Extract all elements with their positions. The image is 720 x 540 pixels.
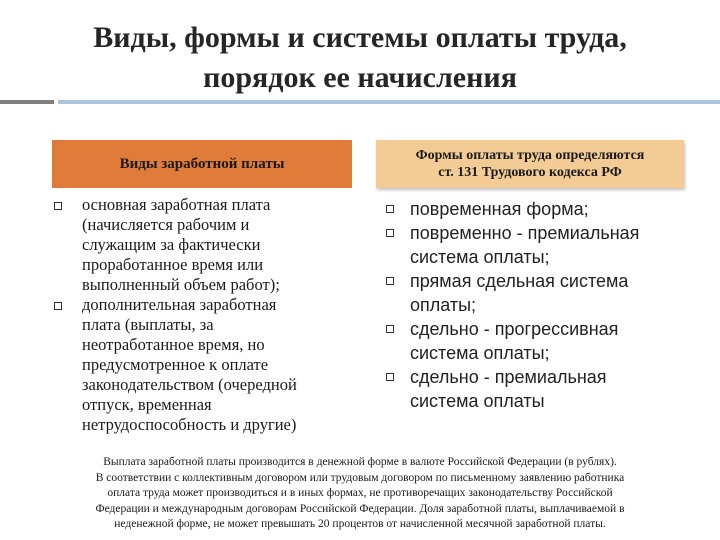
list-item-line: оплаты; [410, 295, 477, 315]
square-bullet-icon [386, 205, 394, 213]
list-item [54, 295, 354, 435]
list-item-line: проработанное время или [82, 255, 264, 274]
wage-types-header-text: Виды заработной платы [119, 155, 285, 172]
footer-line: Федерации и международным договорам Российской Федерации. Доля заработной платы, выплачиваемой в [95, 502, 625, 515]
list-item-line: неотработанное время, но [82, 335, 265, 354]
list-item [386, 365, 686, 413]
footer-line: оплата труда может производиться и в иных формах, не противоречащих законодательству Российской [107, 487, 613, 499]
list-item-line: повременно - премиальная [410, 223, 640, 243]
list-item-line: повременная форма; [410, 199, 589, 219]
list-item-line: плата (выплаты, за [82, 315, 214, 334]
list-item-line: выполненный объем работ); [82, 275, 280, 294]
slide-title [40, 18, 680, 98]
list-item-line: законодательством (очередной [82, 375, 297, 394]
payment-forms-header-line-1: Формы оплаты труда определяются [415, 148, 645, 163]
list-item-line: отпуск, временная [82, 395, 212, 414]
footer-line: Выплата заработной платы производится в денежной форме в валюте Российской Федерации (в рублях). [103, 456, 617, 468]
list-item-line: система оплаты; [410, 247, 550, 267]
list-item [386, 269, 686, 317]
footer-note [20, 455, 700, 533]
payment-forms-header [376, 140, 684, 188]
list-item-line: служащим за фактически [82, 235, 261, 254]
square-bullet-icon [386, 325, 394, 333]
list-item-line: дополнительная заработная [82, 295, 277, 314]
square-bullet-icon [386, 277, 394, 285]
list-item-line: предусмотренное к оплате [82, 355, 269, 374]
title-line-2: порядок ее начисления [203, 61, 517, 94]
payment-forms-list [386, 197, 686, 413]
list-item [386, 221, 686, 269]
footer-line: В соответствии с коллективным договором или трудовым договором по письменному заявлению работника [95, 471, 625, 484]
square-bullet-icon [54, 202, 62, 210]
list-item-line: основная заработная плата [82, 195, 271, 214]
list-item-line: сдельно - прогрессивная [410, 319, 619, 339]
list-item-line: система оплаты [410, 391, 545, 411]
list-item-line: (начисляется рабочим и [82, 215, 250, 234]
list-item-line: сдельно - премиальная [410, 367, 607, 387]
list-item-line: прямая сдельная система [410, 271, 629, 291]
wage-types-header [52, 140, 352, 188]
title-divider-gray [0, 100, 54, 104]
title-line-1: Виды, формы и системы оплаты труда, [93, 21, 627, 54]
square-bullet-icon [386, 229, 394, 237]
list-item-line: нетрудоспособность и другие) [82, 415, 297, 434]
payment-forms-header-line-2: ст. 131 Трудового кодекса РФ [438, 165, 622, 180]
title-divider-blue [58, 100, 720, 104]
list-item-line: система оплаты; [410, 343, 550, 363]
footer-line: неденежной форме, не может превышать 20 процентов от начисленной месячной заработной платы. [114, 518, 606, 530]
list-item [54, 195, 354, 295]
list-item [386, 317, 686, 365]
list-item [386, 197, 686, 221]
square-bullet-icon [386, 373, 394, 381]
wage-types-list [54, 195, 354, 435]
square-bullet-icon [54, 302, 62, 310]
